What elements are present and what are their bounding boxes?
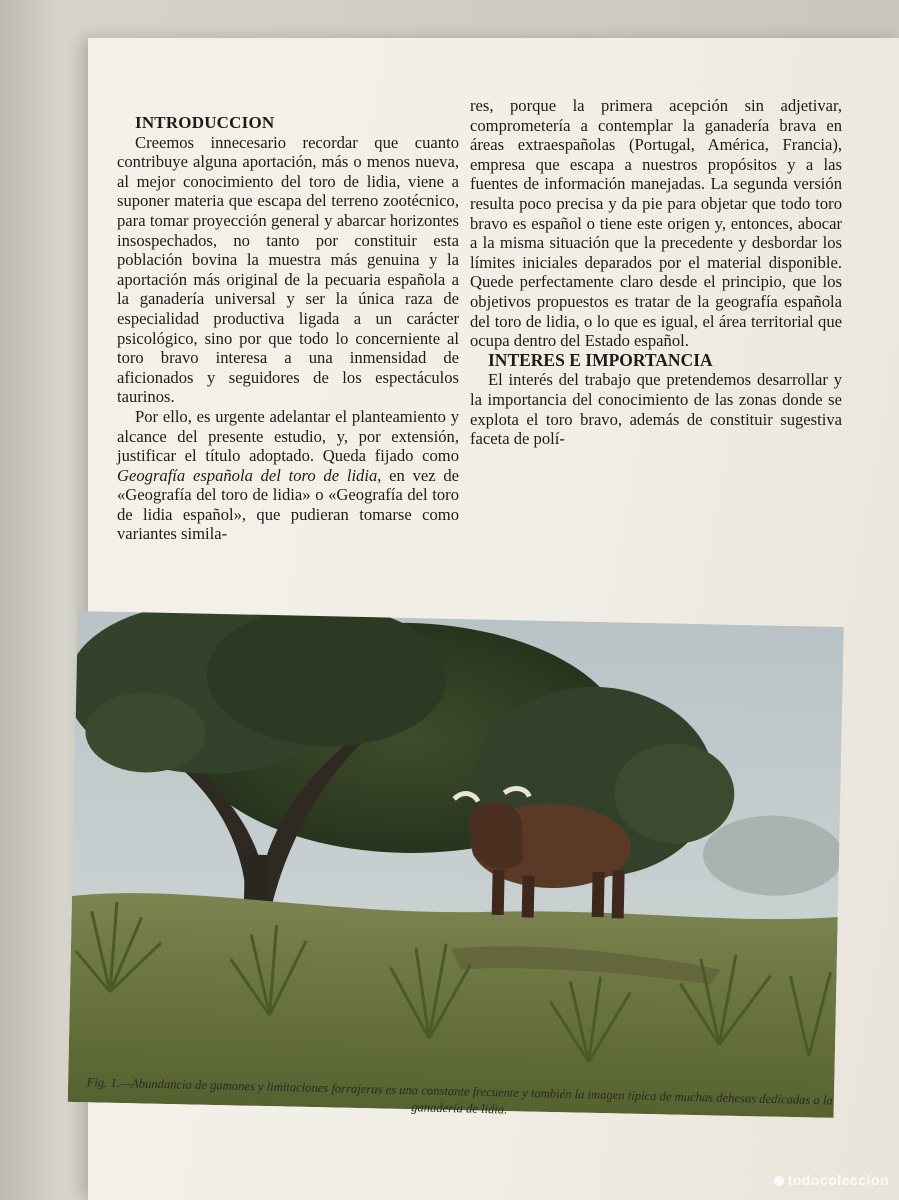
left-column	[117, 113, 459, 544]
title-italic: Geografía española del toro de lidia	[117, 465, 378, 485]
paragraph: Creemos innecesario recordar que cuanto contribuye alguna aportación, más o menos nueva, al mejor conocimiento del toro de lidia, viene a suponer materia que escapa del terreno zootécnico, para tomar proyección general y abarcar horizontes insospechados, no tanto por constituir esta población bovina la muestra más genuina y la aportación más original de la pecuaria española a la ganadería universal y ser la única raza de especialidad productiva ligada a un carácter psicológico, sino por que todo lo concerniente al toro bravo interesa a una inmensidad de aficionados y seguidores de los espectáculos taurinos.	[117, 132, 459, 407]
watermark-logo-icon	[774, 1176, 784, 1186]
watermark-text: todocoleccion	[787, 1172, 889, 1188]
paragraph-text: Por ello, es urgente adelantar el planteamiento y alcance del presente estudio, y, por extensión, justificar el título adoptado. Queda fijado como	[117, 406, 459, 466]
figure-photo-bull-in-dehesa	[68, 611, 844, 1118]
watermark	[774, 1172, 889, 1188]
paragraph	[117, 407, 459, 544]
paragraph-text: , en vez de «Geografía del toro de lidia» o «Geografía del toro de lidia español», que pudieran tomarse como variantes simila-	[117, 465, 459, 544]
paragraph: res, porque la primera acepción sin adjetivar, comprometería a contemplar la ganadería brava en áreas extraespañolas (Portugal, América, Francia), empresa que escapa a nuestros propósitos y a las fuentes de información manejadas. La segunda versión resulta poco precisa y da pie para objetar que todo toro bravo es español o tiene este origen y, entonces, abocar a la misma situación que la precedente y desbordar los límites iniciales deparados por el material disponible. Quede perfectamente claro desde el principio, que los objetivos propuestos es tratar de la geografía española del toro de lidia, o lo que es igual, el área territorial que ocupa dentro del Estado español.	[470, 96, 842, 351]
section-heading-introduccion: INTRODUCCION	[135, 113, 275, 132]
right-column	[470, 96, 842, 449]
figure-caption: Fig. 1.—Abundancia de gamones y limitaciones forrajeras es una constante frecuente y también la imagen típica de muchas dehesas dedicadas a la ganadería de lidia.	[86, 1075, 833, 1117]
paragraph: El interés del trabajo que pretendemos desarrollar y la importancia del conocimiento de las zonas donde se explota el toro bravo, además de constituir sugestiva faceta de polí-	[470, 370, 842, 449]
photo-illustration	[68, 611, 844, 1118]
section-heading-interes: INTERES E IMPORTANCIA	[488, 349, 713, 370]
